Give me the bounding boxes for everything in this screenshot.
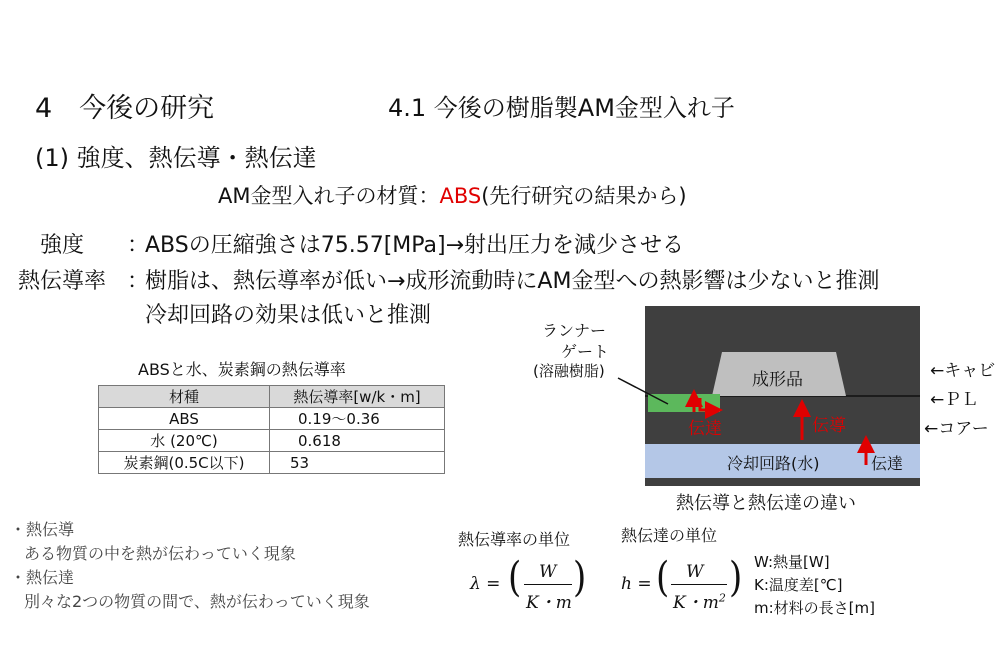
legend-m: m:材料の長さ[m]: [754, 599, 875, 617]
conductivity-unit-title: 熱伝導率の単位: [458, 530, 571, 549]
legend-w: W:熱量[W]: [754, 553, 830, 571]
h-symbol: h =: [621, 574, 652, 594]
note-transfer-title: ・熱伝達: [10, 568, 75, 587]
paren-close: ): [573, 554, 587, 602]
subsection-title: 4.1 今後の樹脂製AM金型入れ子: [388, 94, 735, 122]
note-conduction-text: ある物質の中を熱が伝わっていく現象: [24, 544, 296, 563]
table-title: ABSと水、炭素鋼の熱伝導率: [138, 360, 346, 379]
lambda-numerator: W: [539, 562, 557, 582]
prop-text-conductivity: 樹脂は、熱伝導率が低い→成形流動時にAM金型への熱影響は少ないと推測: [145, 269, 880, 294]
material-suffix: (先行研究の結果から): [481, 184, 687, 208]
note-conduction-title: ・熱伝導: [10, 520, 75, 539]
table-row: [99, 408, 445, 430]
conduction-label: 伝導: [812, 416, 846, 436]
paren-open: (: [508, 554, 522, 602]
fraction-bar: [671, 584, 727, 585]
runner-label: ランナー: [542, 321, 607, 340]
molten-resin-label: (溶融樹脂): [533, 362, 605, 380]
transfer-label-right: 伝達: [871, 454, 904, 473]
paren-open: (: [656, 554, 670, 602]
prop-text-cooling: 冷却回路の効果は低いと推測: [145, 303, 432, 328]
note-transfer-text: 別々な2つの物質の間で、熱が伝わっていく現象: [24, 592, 370, 611]
fraction-bar: [524, 584, 572, 585]
prop-label-conductivity: 熱伝導率: [18, 269, 107, 294]
diagram-caption: 熱伝導と熱伝達の違い: [676, 493, 856, 514]
table-header: 材種: [99, 386, 270, 408]
table-cell: 炭素鋼(0.5C以下): [99, 452, 270, 474]
product-label: 成形品: [752, 370, 803, 390]
prop-sep-strength: ：: [127, 233, 150, 258]
h-denominator-base: K・m: [673, 593, 719, 613]
material-prefix: AM金型入れ子の材質：: [218, 184, 440, 208]
table-row: [99, 430, 445, 452]
prop-text-strength: ABSの圧縮強さは75.57[MPa]→射出圧力を減少させる: [145, 233, 685, 258]
prop-sep-conductivity: ：: [127, 269, 150, 294]
table-cell: 0.618: [270, 430, 445, 452]
table-header: 熱伝導率[w/k・m]: [270, 386, 445, 408]
material-name: ABS: [439, 184, 482, 208]
transfer-label-left: 伝達: [688, 419, 722, 439]
table-header-row: [99, 386, 445, 408]
core-label: ←コアー: [924, 419, 989, 439]
lambda-var: λ: [470, 574, 481, 594]
table-cell: 0.19〜0.36: [270, 408, 445, 430]
gate-label: ゲート: [561, 342, 610, 361]
transfer-unit-title: 熱伝達の単位: [621, 526, 718, 545]
cooling-label: 冷却回路(水): [727, 454, 820, 473]
heading: (1) 強度、熱伝導・熱伝達: [35, 144, 317, 172]
cavity-label: ←キャビ: [930, 361, 996, 381]
table-cell: 53: [270, 452, 445, 474]
conductivity-table: [98, 385, 445, 474]
section-title: 4 今後の研究: [35, 93, 215, 124]
pl-label: ←ＰＬ: [930, 390, 979, 410]
h-denominator: [673, 588, 726, 613]
table-cell: ABS: [99, 408, 270, 430]
paren-close: ): [729, 554, 743, 602]
legend-k: K:温度差[℃]: [754, 576, 843, 594]
material-line: [218, 180, 687, 210]
h-var: h: [621, 574, 632, 594]
table-row: [99, 452, 445, 474]
lambda-denominator: K・m: [526, 593, 572, 613]
h-numerator: W: [686, 562, 704, 582]
lambda-symbol: λ =: [470, 574, 501, 594]
prop-label-strength: 強度: [40, 233, 85, 258]
table-cell: 水 (20℃): [99, 430, 270, 452]
h-denominator-exp: 2: [718, 591, 726, 605]
